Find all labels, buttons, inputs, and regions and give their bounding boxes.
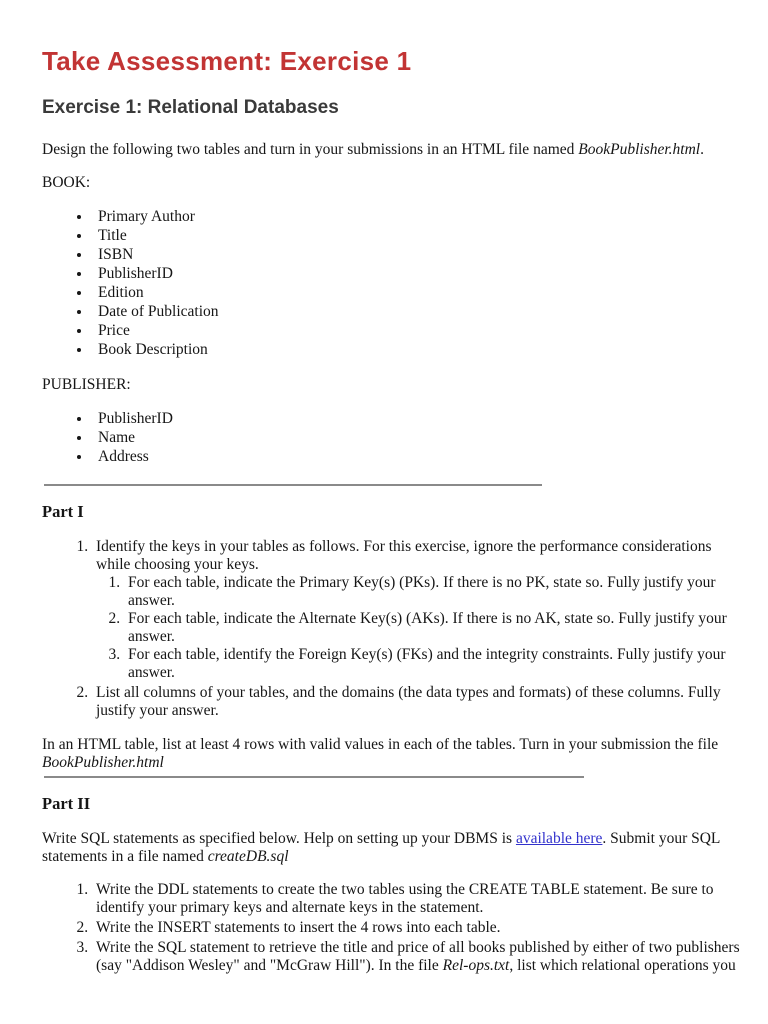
part1-item-2 — [92, 684, 740, 720]
part1-closing-filename: BookPublisher.html — [42, 753, 164, 771]
page-title: Take Assessment: Exercise 1 — [42, 46, 412, 76]
publisher-field: • Address — [92, 448, 740, 466]
book-field: • Date of Publication — [92, 303, 740, 321]
part2-list — [42, 881, 740, 975]
book-field-list — [42, 208, 740, 359]
part1-closing-text: In an HTML table, list at least 4 rows with valid values in each of the tables. Turn in your submission the file — [42, 735, 719, 753]
part2-intro-mid: . Submit your SQL statements in a file named — [42, 829, 720, 865]
book-table-label: BOOK: — [42, 173, 91, 191]
part1-sub-item: 1. For each table, indicate the Primary Key(s) (PKs). If there is no PK, state so. Fully justify your answer. — [124, 574, 740, 610]
intro-text: Design the following two tables and turn in your submissions in an HTML file named — [42, 141, 579, 158]
section-divider — [44, 776, 584, 778]
section-divider — [44, 484, 542, 486]
part1-sub-list — [96, 574, 740, 682]
intro-period: . — [700, 141, 704, 158]
part1-item-1 — [92, 538, 740, 682]
publisher-field: • Name — [92, 429, 740, 447]
part2-item-3-text: Write the SQL statement to retrieve the title and price of all books published by either of two publishers (say "Addison Wesley" and "McGraw Hill"). In the file — [96, 939, 740, 975]
book-field: • Book Description — [92, 341, 740, 359]
part1-item-1-text: Identify the keys in your tables as follows. For this exercise, ignore the performance considerations while choosing your keys. — [96, 537, 712, 573]
part2-item-1: 1. Write the DDL statements to create the two tables using the CREATE TABLE statement. Be sure to identify your primary keys and alternate keys in the statement. — [92, 881, 740, 917]
exercise-heading: Exercise 1: Relational Databases — [42, 97, 339, 118]
publisher-table-label: PUBLISHER: — [42, 376, 131, 394]
part2-intro-paragraph — [42, 830, 740, 866]
publisher-field: • PublisherID — [92, 410, 740, 428]
intro-filename: BookPublisher.html — [578, 141, 701, 158]
part2-intro-filename: createDB.sql — [207, 847, 289, 865]
part1-sub-item: 2. For each table, indicate the Alternate Key(s) (AKs). If there is no AK, state so. Fully justify your answer. — [124, 610, 740, 646]
part1-item-2-text: List all columns of your tables, and the domains (the data types and formats) of these columns. Fully justify your answer. — [96, 683, 721, 719]
part1-closing-paragraph — [42, 736, 740, 772]
publisher-field-list — [42, 410, 740, 466]
book-field: • Primary Author — [92, 208, 740, 226]
part2-heading: Part II — [42, 793, 91, 813]
book-field: • Edition — [92, 284, 740, 302]
book-field: • Price — [92, 322, 740, 340]
book-field: • ISBN — [92, 246, 740, 264]
part2-item-2: 2. Write the INSERT statements to insert the 4 rows into each table. — [92, 919, 740, 937]
book-field: • PublisherID — [92, 265, 740, 283]
part2-item-3-post: , list which relational operations you — [509, 957, 736, 975]
part1-list — [42, 538, 740, 720]
available-here-link[interactable]: available here — [515, 829, 603, 847]
part2-item-3-filename: Rel-ops.txt — [442, 957, 510, 975]
part1-heading: Part I — [42, 501, 84, 521]
intro-paragraph — [42, 141, 740, 159]
book-field: • Title — [92, 227, 740, 245]
part2-intro-text: Write SQL statements as specified below. Help on setting up your DBMS is — [42, 829, 516, 847]
part2-item-3 — [92, 939, 740, 975]
part1-sub-item: 3. For each table, identify the Foreign Key(s) (FKs) and the integrity constraints. Fully justify your answer. — [124, 646, 740, 682]
